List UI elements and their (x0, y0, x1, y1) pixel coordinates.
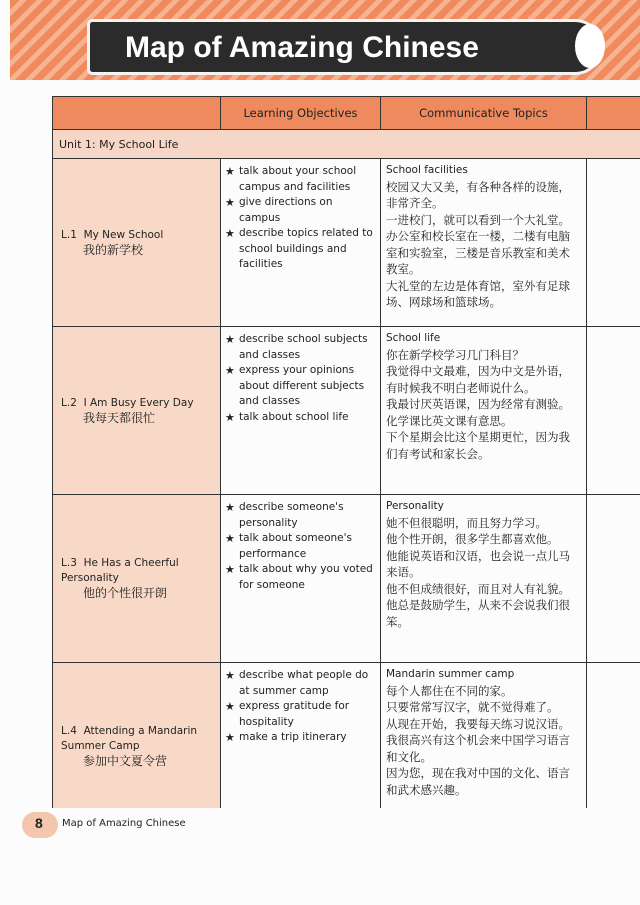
title-banner-bubble (575, 24, 605, 68)
objective-text: describe school subjects and classes (239, 333, 368, 361)
objective-item (225, 332, 376, 363)
topic-line: 他能说英语和汉语，也会说一点儿马来语。 (386, 548, 570, 579)
topic-line: 从现在开始，我要每天练习说汉语。 (386, 716, 570, 731)
lesson-title-en: I Am Busy Every Day (83, 396, 194, 409)
star-icon: ★ (225, 165, 235, 178)
objective-item (225, 668, 376, 699)
column-header-cut-off (587, 97, 640, 130)
lesson-title-en: He Has a Cheerful Personality (61, 557, 179, 584)
topic-line: 化学课比英文课有意思。 (386, 413, 513, 428)
objective-text: talk about why you voted for someone (239, 563, 373, 591)
topic-line: 办公室和校长室在一楼，二楼有电脑室和实验室，三楼是音乐教室和美术教室。 (386, 229, 570, 276)
topic-title: Mandarin summer camp (386, 668, 515, 680)
star-icon: ★ (225, 227, 235, 240)
lesson-number: L.2 (61, 396, 77, 409)
lesson-title-cn: 他的个性很开朗 (83, 586, 168, 600)
topics-cell (381, 159, 587, 327)
objective-text: describe someone's personality (239, 501, 344, 529)
table-header-row (53, 97, 640, 130)
topic-line: 她不但很聪明，而且努力学习。 (386, 515, 547, 530)
star-icon: ★ (225, 563, 235, 576)
topics-cell (381, 327, 587, 495)
topic-line: 大礼堂的左边是体育馆，室外有足球场、网球场和篮球场。 (386, 278, 570, 309)
objective-text: give directions on campus (239, 196, 333, 224)
objective-item (225, 730, 376, 746)
topic-line: 他不但成绩很好，而且对人有礼貌。 (386, 581, 570, 596)
lesson-number: L.4 (61, 725, 77, 737)
topic-line: 校园又大又美，有各种各样的设施，非常齐全。 (386, 179, 570, 210)
star-icon: ★ (225, 364, 235, 377)
star-icon: ★ (225, 669, 235, 682)
objective-text: make a trip itinerary (239, 731, 347, 743)
objective-item (225, 195, 376, 226)
lesson-title-en: My New School (83, 228, 164, 241)
lesson-title-cn: 参加中文夏令营 (83, 754, 168, 768)
unit-title: Unit 1: My School Life (53, 130, 640, 159)
objective-text: talk about someone's performance (239, 532, 352, 560)
star-icon: ★ (225, 501, 235, 514)
topic-line: 下个星期会比这个星期更忙，因为我们有考试和家长会。 (386, 430, 570, 461)
column-header-lesson (53, 97, 221, 130)
unit-row (53, 130, 640, 159)
cut-off-cell (587, 495, 640, 663)
objective-text: talk about school life (239, 410, 349, 423)
lesson-row (53, 159, 640, 327)
topic-line: 一进校门，就可以看到一个大礼堂。 (386, 212, 570, 227)
star-icon: ★ (225, 700, 235, 713)
page-number: 8 (35, 815, 43, 831)
objective-item (225, 562, 376, 593)
topics-cell (381, 495, 587, 663)
footer-label: Map of Amazing Chinese (62, 818, 186, 829)
cut-off-cell (587, 159, 640, 327)
topic-title: School facilities (386, 164, 468, 176)
cut-off-cell (587, 663, 640, 809)
lesson-title-en: Attending a Mandarin Summer Camp (61, 725, 198, 752)
objective-text: describe topics related to school buildings and facilities (239, 227, 373, 270)
lesson-cell (53, 663, 221, 809)
objectives-cell (221, 663, 381, 809)
topic-line: 因为您，现在我对中国的文化、语言和武术感兴趣。 (386, 766, 570, 797)
topic-line: 我很高兴有这个机会来中国学习语言和文化。 (386, 733, 570, 764)
star-icon: ★ (225, 410, 235, 424)
lesson-title-cn: 我每天都很忙 (83, 410, 156, 425)
objectives-cell (221, 495, 381, 663)
lesson-row (53, 495, 640, 663)
topic-line: 你在新学校学习几门科目？ (386, 347, 524, 362)
star-icon: ★ (225, 333, 235, 346)
topic-title: Personality (386, 500, 444, 512)
star-icon: ★ (225, 731, 235, 744)
topic-title: School life (386, 332, 441, 344)
lesson-number: L.1 (61, 228, 77, 241)
page-title: Map of Amazing Chinese (125, 31, 479, 64)
lesson-number: L.3 (61, 557, 77, 569)
topic-line: 只要常常写汉字，就不觉得难了。 (386, 700, 559, 714)
topic-line: 每个人都住在不同的家。 (386, 683, 513, 698)
objective-text: express gratitude for hospitality (239, 700, 350, 728)
topic-line: 我最讨厌英语课，因为经常有测验。 (386, 397, 570, 411)
objective-item (225, 531, 376, 562)
topics-cell (381, 663, 587, 809)
topic-line: 他个性开朗，很多学生都喜欢他。 (386, 532, 559, 546)
objective-item (225, 226, 376, 273)
lesson-row (53, 663, 640, 809)
star-icon: ★ (225, 532, 235, 545)
topic-line: 他总是鼓励学生，从来不会说我们很笨。 (386, 598, 570, 629)
lesson-cell (53, 327, 221, 495)
topic-line: 我觉得中文最难，因为中文是外语，有时候我不明白老师说什么。 (386, 364, 570, 395)
objective-item (225, 363, 376, 410)
curriculum-table (52, 96, 640, 808)
objective-text: express your opinions about different subjects and classes (239, 364, 365, 407)
lesson-row (53, 327, 640, 495)
star-icon: ★ (225, 196, 235, 209)
cut-off-cell (587, 327, 640, 495)
column-header-topics: Communicative Topics (381, 97, 587, 130)
objective-text: talk about your school campus and facilities (239, 165, 357, 193)
lesson-cell (53, 495, 221, 663)
objective-item (225, 164, 376, 195)
column-header-objectives: Learning Objectives (221, 97, 381, 130)
objective-item (225, 410, 376, 426)
objectives-cell (221, 159, 381, 327)
lesson-cell (53, 159, 221, 327)
objective-item (225, 699, 376, 730)
objective-text: describe what people do at summer camp (239, 669, 369, 697)
curriculum-table-container (52, 96, 640, 808)
objective-item (225, 500, 376, 531)
objectives-cell (221, 327, 381, 495)
lesson-title-cn: 我的新学校 (83, 242, 144, 257)
